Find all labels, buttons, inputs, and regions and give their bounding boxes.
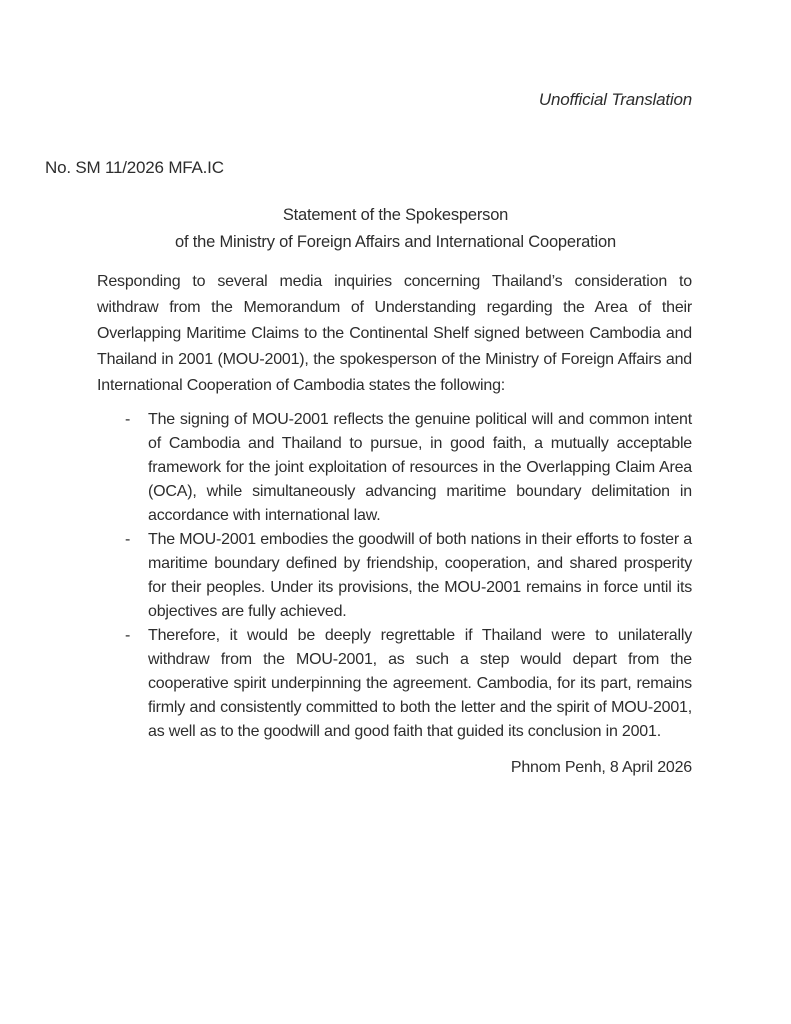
intro-paragraph: Responding to several media inquiries concerning Thailand’s consideration to withdraw from the Memorandum of Understanding regarding the Area of their Overlapping Maritime Claims to the Continental Shelf signed between Cambodia and Thailand in 2001 (MOU-2001), the spokesperson of the Ministry of Foreign Affairs and International Cooperation of Cambodia states the following: xyxy=(97,273,692,394)
bullet-dash: - xyxy=(125,627,131,644)
document-title xyxy=(0,202,791,256)
bullet-text-3: Therefore, it would be deeply regrettable if Thailand were to unilaterally withdraw from the MOU-2001, as such a step would depart from the cooperative spirit underpinning the agreement. Cambodia, for its part, remains firmly and consistently committed to both the letter and the spirit of MOU-2001, as well as to the goodwill and good faith that guided its conclusion in 2001. xyxy=(148,627,692,740)
document-body xyxy=(97,269,692,780)
translation-note: Unofficial Translation xyxy=(538,90,692,109)
bullet-text-2: The MOU-2001 embodies the goodwill of both nations in their efforts to foster a maritime boundary defined by friendship, cooperation, and shared prosperity for their peoples. Under its provisions, the MOU-2001 remains in force until its objectives are fully achieved. xyxy=(148,531,692,620)
bullet-item-3 xyxy=(97,624,692,744)
bullet-item-2 xyxy=(97,528,692,624)
bullet-item-1 xyxy=(97,408,692,528)
reference-number: No. SM 11/2026 MFA.IC xyxy=(45,158,224,177)
bullet-list xyxy=(97,408,692,744)
title-line-1: Statement of the Spokesperson xyxy=(282,206,509,224)
dateline: Phnom Penh, 8 April 2026 xyxy=(510,759,692,776)
bullet-dash: - xyxy=(125,411,131,428)
title-line-2: of the Ministry of Foreign Affairs and International Cooperation xyxy=(175,233,616,251)
bullet-text-1: The signing of MOU-2001 reflects the genuine political will and common intent of Cambodia and Thailand to pursue, in good faith, a mutually acceptable framework for the joint exploitation of resources in the Overlapping Claim Area (OCA), while simultaneously advancing maritime boundary delimitation in accordance with international law. xyxy=(148,411,692,524)
bullet-dash: - xyxy=(125,531,131,548)
